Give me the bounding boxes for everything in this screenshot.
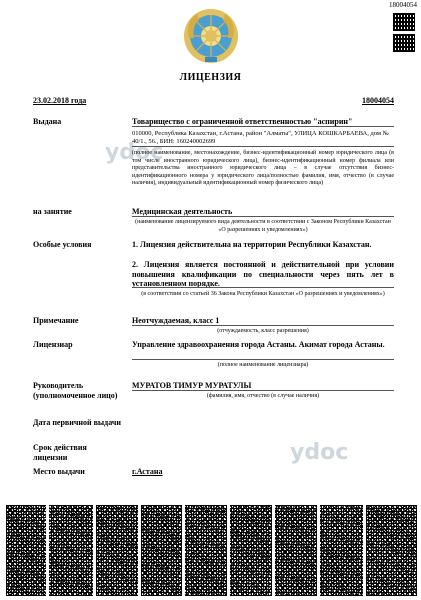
remark-value: Неотчуждаемая, класс 1 <box>132 316 220 325</box>
issue-date: 23.02.2018 года <box>33 96 87 105</box>
place-label: Место выдачи <box>33 467 85 476</box>
remark-label: Примечание <box>33 316 79 325</box>
head-value: МУРАТОВ ТИМУР МУРАТУЛЫ <box>132 381 252 390</box>
activity-value: Медицинская деятельность <box>132 207 233 216</box>
issued-to-name: Товарищество с ограниченной ответственностью "аспирин" <box>132 117 353 126</box>
state-emblem-icon <box>183 8 239 64</box>
first-issue-label: Дата первичной выдачи <box>33 418 122 427</box>
issued-to-note: (полное наименование, местонахождение, бизнес-идентификационный номер юридического лица (в том числе иностранного юридического лица), бизнес-идентификационный номер филиала или представительства иностранного юридического лица – в случае отсутствия бизнес-идентификационного номера у юридического лица/полностью фамилия, имя, отчество (в случае наличия), индивидуальный идентификационный номер физического лица) <box>132 150 394 186</box>
conditions-label: Особые условия <box>33 240 92 249</box>
licensor-label: Лицензиар <box>33 340 73 349</box>
license-number: 18004054 <box>362 96 394 105</box>
activity-label: на занятие <box>33 207 72 216</box>
licensor-value: Управление здравоохранения города Астаны. Акимат города Астаны. <box>132 340 385 349</box>
head-note: (фамилия, имя, отчество (в случае наличия) <box>206 393 320 399</box>
activity-note: (наименование лицензируемого вида деятельности в соответствии с Законом Республики Казахстан «О разрешениях и уведомлениях») <box>135 219 391 233</box>
licensor-note: (полное наименование лицензиара) <box>217 362 309 368</box>
watermark: ydoc <box>105 140 164 165</box>
watermark: ydoc <box>290 440 349 465</box>
place-value: г.Астана <box>132 467 163 476</box>
conditions-item-1: 1. Лицензия действительна на территории Республики Казахстан. <box>132 240 372 249</box>
issued-to-address: 010000, Республика Казахстан, г.Астана, район "Алматы", УЛИЦА КОШКАРБАЕВА, дом № 40/1., 56., БИН: 160240002699 <box>132 130 389 145</box>
security-barcode <box>6 505 417 596</box>
validity-label: Срок действия лицензии <box>33 443 87 462</box>
remark-note: (отчуждаемость, класс разрешения) <box>217 328 309 334</box>
issued-to-label: Выдана <box>33 117 62 126</box>
conditions-note: (в соответствии со статьей 36 Закона Республики Казахстан «О разрешениях и уведомлениях») <box>141 291 385 297</box>
document-title: ЛИЦЕНЗИЯ <box>179 72 242 83</box>
document-number-top: 18004054 <box>389 1 417 9</box>
qr-code <box>393 13 415 53</box>
conditions-item-2: 2. Лицензия является постоянной и действительной при условии повышения квалификации по специальности через пять лет в установленном порядке. <box>132 260 394 288</box>
head-label: Руководитель (уполномоченное лицо) <box>33 381 118 400</box>
